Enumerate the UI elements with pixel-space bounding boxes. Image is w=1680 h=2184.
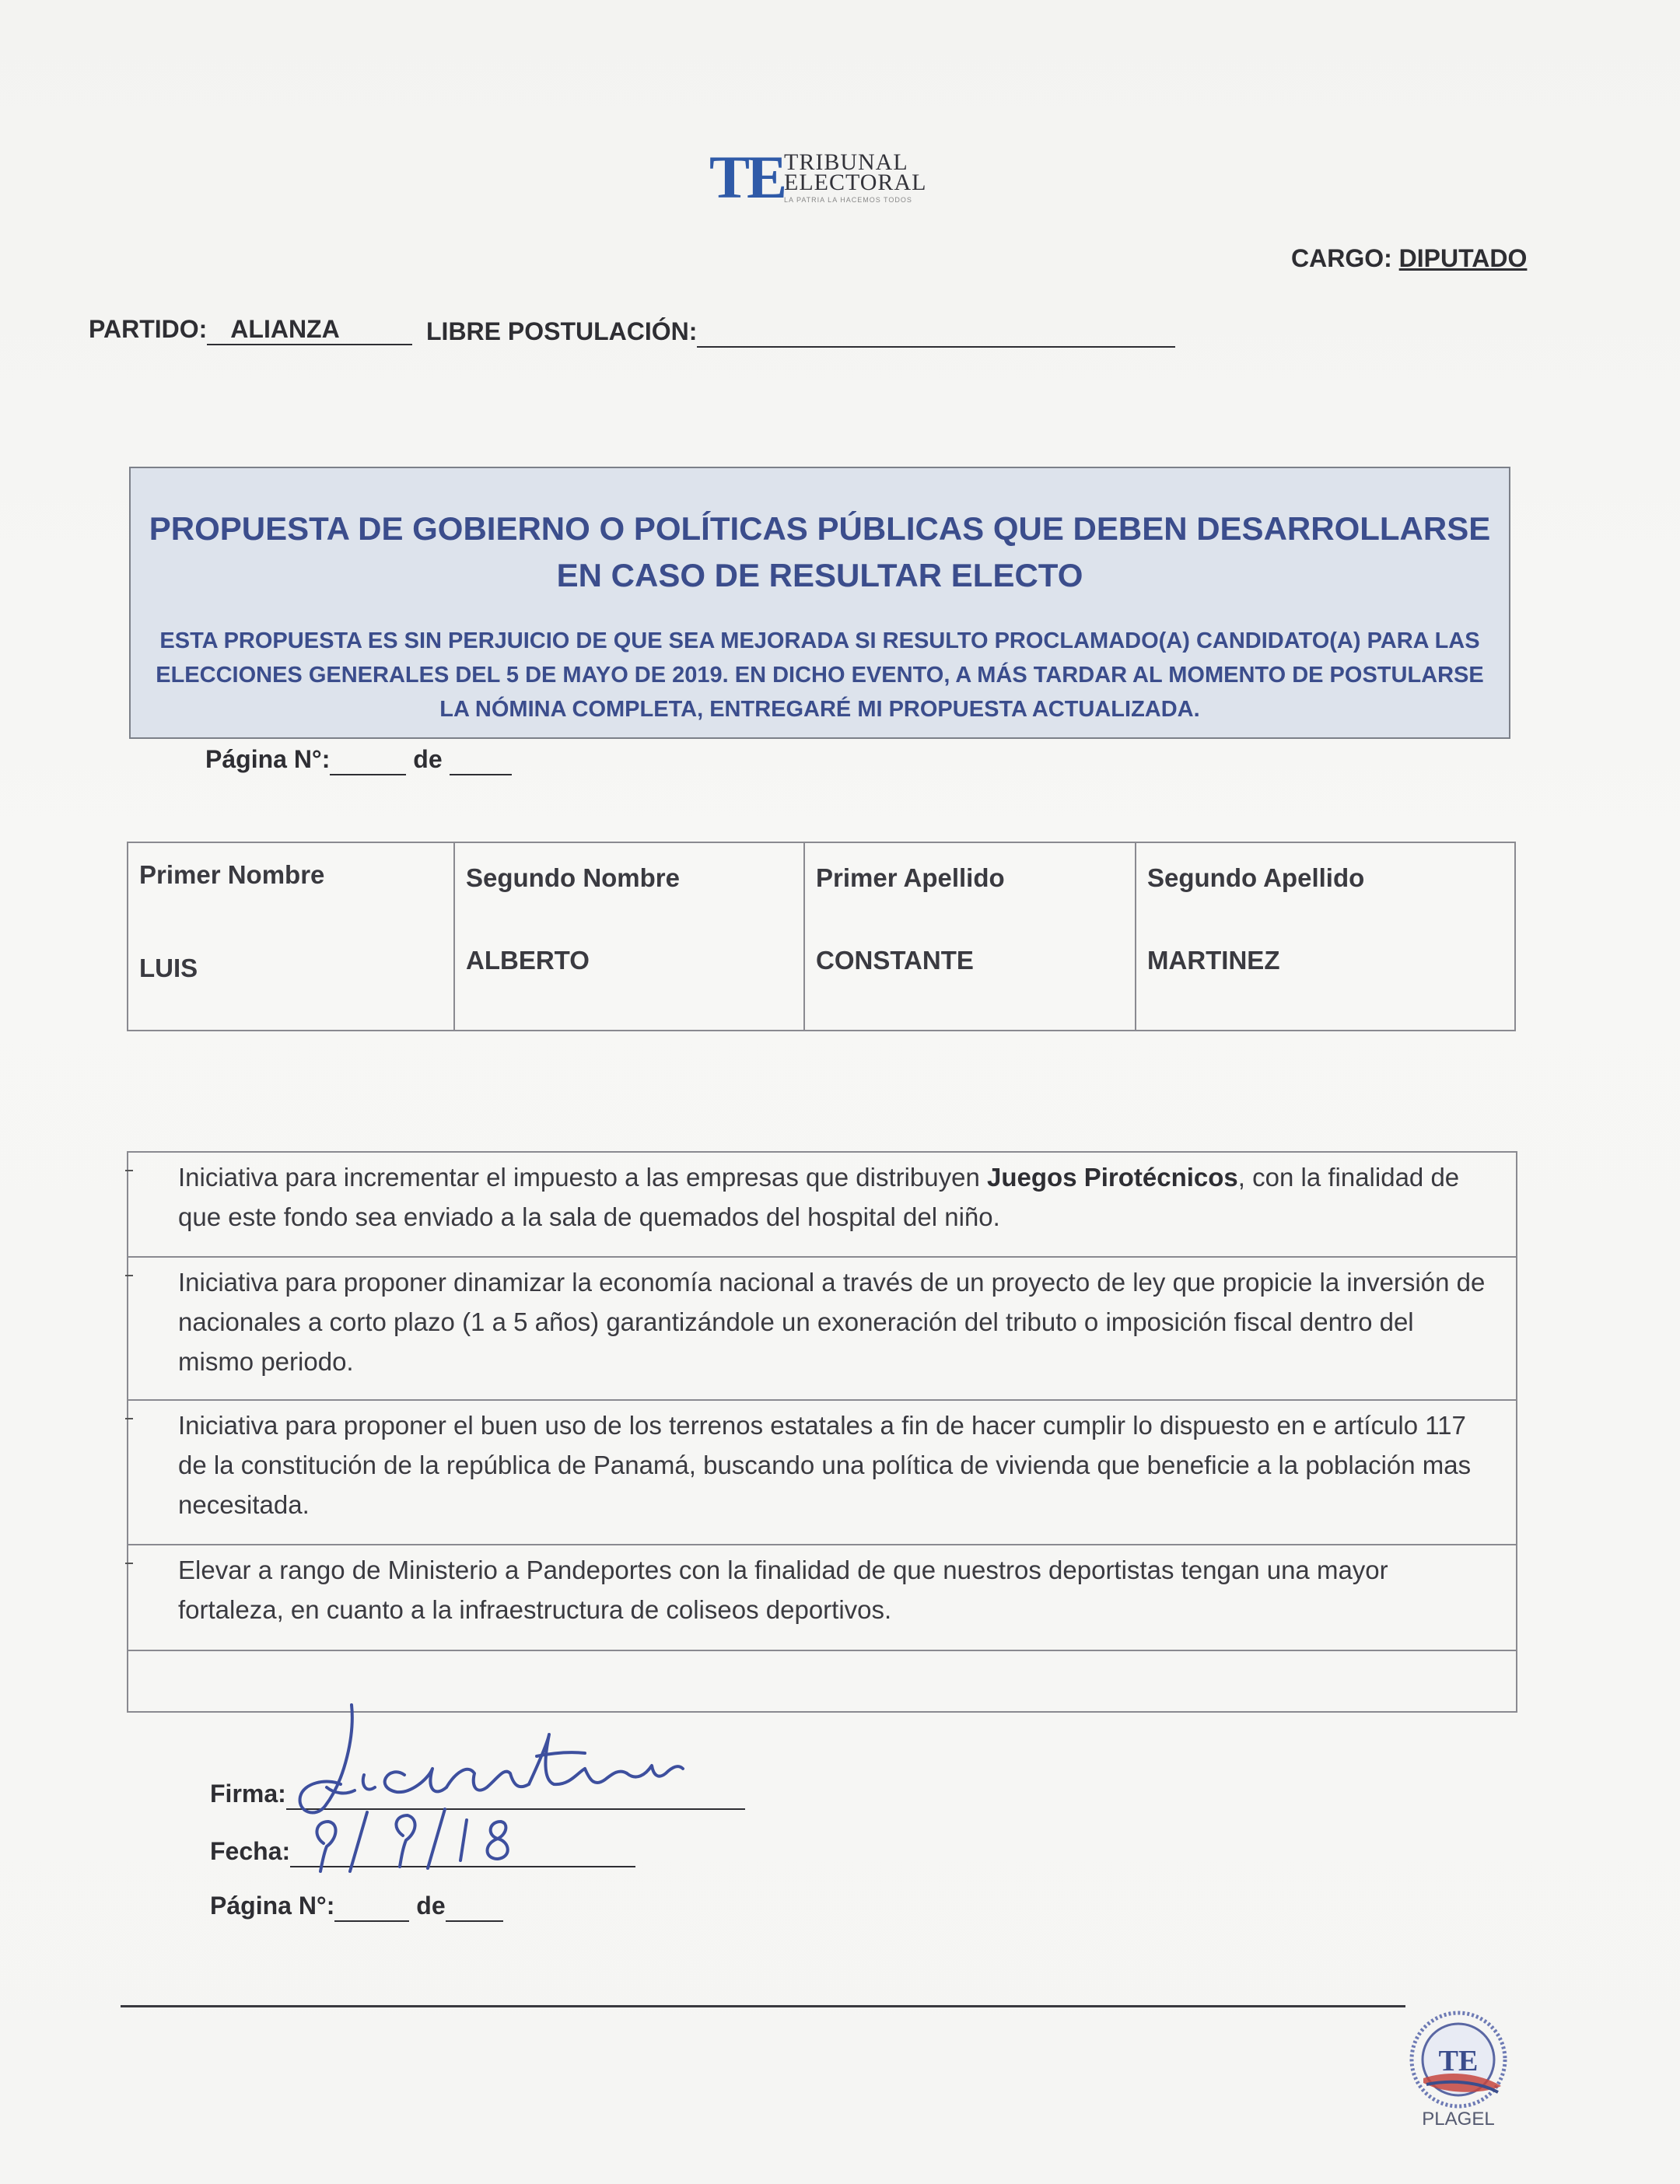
logo-mark: TE bbox=[709, 143, 785, 211]
proposals-table bbox=[127, 1151, 1517, 1713]
proposal-text-bold: Juegos Pirotécnicos bbox=[987, 1163, 1238, 1192]
partido-label: PARTIDO: bbox=[89, 315, 208, 343]
proposal-row bbox=[128, 1258, 1516, 1401]
proposal-row bbox=[128, 1545, 1516, 1651]
first-surname-value: CONSTANTE bbox=[816, 946, 974, 975]
page-number-top bbox=[205, 745, 512, 775]
date-label: Fecha: bbox=[210, 1837, 291, 1865]
cargo-value: DIPUTADO bbox=[1398, 244, 1528, 272]
cargo-label: CARGO: bbox=[1291, 244, 1392, 272]
first-name-value: LUIS bbox=[139, 954, 198, 982]
libre-postulacion-blank bbox=[697, 317, 1175, 348]
candidate-name-table bbox=[127, 842, 1516, 1031]
page-of-label: de bbox=[413, 745, 443, 773]
logo-line-2: ELECTORAL bbox=[784, 170, 927, 195]
plagel-seal bbox=[1400, 2008, 1517, 2148]
proposal-text-part: , con la finalidad de que este fondo sea enviado a la sala de quemados del hospital del niño. bbox=[178, 1163, 1460, 1231]
proposal-text-part: Iniciativa para proponer dinamizar la economía nacional a través de un proyecto de ley que propicie la inversión de nacionales a corto plazo (1 a 5 años) garantizándole un exoneración del tributo o imposición fiscal dentro del mismo periodo. bbox=[178, 1268, 1486, 1376]
page-number-bottom bbox=[210, 1892, 503, 1922]
second-surname-value: MARTINEZ bbox=[1147, 946, 1280, 975]
proposal-row bbox=[128, 1401, 1516, 1545]
first-surname-cell bbox=[805, 843, 1136, 1030]
logo-tagline: LA PATRIA LA HACEMOS TODOS bbox=[784, 196, 912, 204]
page-total-blank bbox=[446, 1892, 503, 1922]
proposal-row bbox=[128, 1153, 1516, 1258]
page-number-label: Página N°: bbox=[205, 745, 331, 773]
proposal-disclaimer: ESTA PROPUESTA ES SIN PERJUICIO DE QUE SEA MEJORADA SI RESULTO PROCLAMADO(A) CANDIDATO(A) PARA LAS ELECCIONES GENERALES DEL 5 DE MAYO DE 2019. EN DICHO EVENTO, A MÁS TARDAR AL MOMENTO DE POSTULARSE LA NÓMINA COMPLETA, ENTREGARÉ MI PROPUESTA ACTUALIZADA. bbox=[156, 628, 1484, 722]
cargo-field bbox=[1291, 244, 1527, 273]
bullet-dash bbox=[125, 1563, 133, 1564]
proposal-text bbox=[178, 1405, 1493, 1524]
logo-line-1: TRIBUNAL bbox=[784, 149, 908, 175]
bullet-dash bbox=[125, 1418, 133, 1419]
partido-field bbox=[89, 315, 412, 345]
bullet-dash bbox=[125, 1170, 133, 1171]
libre-postulacion-label: LIBRE POSTULACIÓN: bbox=[426, 317, 698, 345]
page-total-blank bbox=[450, 745, 512, 775]
proposal-text bbox=[178, 1262, 1493, 1381]
proposal-text-part: Iniciativa para incrementar el impuesto a las empresas que distribuyen bbox=[178, 1163, 988, 1192]
first-name-header: Primer Nombre bbox=[139, 860, 325, 889]
footer-divider bbox=[121, 2005, 1405, 2007]
page-number-label: Página N°: bbox=[210, 1892, 335, 1920]
page-number-blank bbox=[330, 745, 406, 775]
first-name-cell bbox=[128, 843, 455, 1030]
proposal-text-part: Elevar a rango de Ministerio a Pandeportes con la finalidad de que nuestros deportistas tengan una mayor fortaleza, en cuanto a la infraestructura de coliseos deportivos. bbox=[178, 1556, 1388, 1624]
libre-postulacion-field bbox=[426, 317, 1175, 348]
handwritten-signature bbox=[280, 1688, 778, 1874]
page-number-blank bbox=[334, 1892, 409, 1922]
seal-mark: TE bbox=[1438, 2045, 1479, 2077]
seal-text: PLAGEL bbox=[1422, 2109, 1495, 2130]
second-name-value: ALBERTO bbox=[466, 946, 590, 975]
second-surname-header: Segundo Apellido bbox=[1147, 863, 1365, 892]
signature-label: Firma: bbox=[210, 1780, 286, 1808]
proposal-text bbox=[178, 1157, 1493, 1237]
proposal-text-part: Iniciativa para proponer el buen uso de los terrenos estatales a fin de hacer cumplir lo dispuesto en e artículo 117 de la constitución de la república de Panamá, buscando una política de vivienda que beneficie a la población mas necesitada. bbox=[178, 1411, 1472, 1519]
title-box bbox=[129, 467, 1510, 739]
first-surname-header: Primer Apellido bbox=[816, 863, 1005, 892]
partido-value: ALIANZA bbox=[230, 315, 340, 343]
second-name-cell bbox=[455, 843, 805, 1030]
partido-blank bbox=[207, 315, 412, 345]
tribunal-electoral-logo bbox=[709, 143, 943, 211]
bullet-dash bbox=[125, 1275, 133, 1276]
second-surname-cell bbox=[1136, 843, 1514, 1030]
second-name-header: Segundo Nombre bbox=[466, 863, 681, 892]
proposal-title: PROPUESTA DE GOBIERNO O POLÍTICAS PÚBLICAS QUE DEBEN DESARROLLARSE EN CASO DE RESULTAR ELECTO bbox=[149, 510, 1491, 593]
proposal-text bbox=[178, 1550, 1493, 1629]
page-of-label: de bbox=[416, 1892, 446, 1920]
